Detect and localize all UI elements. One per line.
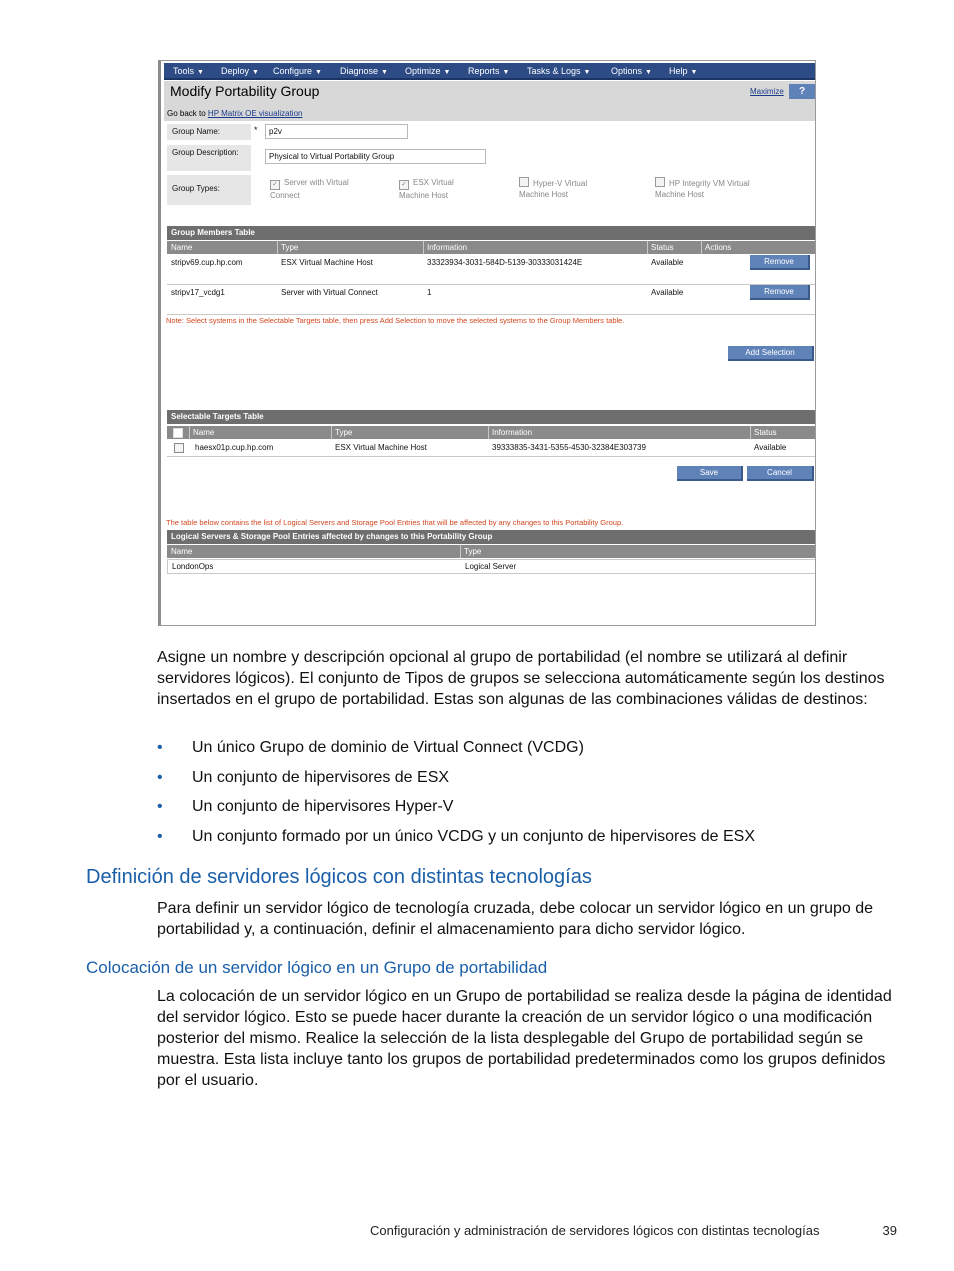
table-row (167, 255, 816, 285)
bullet-icon: • (157, 798, 163, 815)
menu-bar (164, 63, 816, 80)
table-row (167, 559, 816, 574)
col-type[interactable]: Type (464, 547, 482, 556)
col-type[interactable]: Type (281, 243, 299, 252)
col-status[interactable]: Status (651, 243, 674, 252)
group-type-line: Connect (270, 191, 300, 200)
members-table-title: Group Members Table (167, 226, 816, 240)
go-back-link[interactable]: HP Matrix OE visualization (207, 109, 303, 118)
menu-configure[interactable]: Configure ▼ (273, 66, 322, 76)
member-name: stripv69.cup.hp.com (171, 258, 243, 267)
list-item-text: Un único Grupo de dominio de Virtual Connect (VCDG) (192, 739, 584, 756)
group-type-line: Server with Virtual (284, 178, 349, 187)
col-name[interactable]: Name (171, 547, 193, 556)
member-status: Available (651, 258, 684, 267)
table-row (167, 440, 816, 457)
note-add-selection: Note: Select systems in the Selectable Targets table, then press Add Selection to move the selected systems to the Group Members table. (166, 316, 625, 325)
go-back-line (167, 109, 302, 118)
intro-paragraph: Asigne un nombre y descripción opcional al grupo de portabilidad (el nombre se utilizará al definir servidores lógicos). El conjunto de Tipos de grupos se selecciona automáticamente según los destinos insertados en el grupo de portabilidad. Estas son algunas de las combinaciones válidas de destinos: (157, 649, 885, 708)
affected-name: LondonOps (172, 562, 214, 571)
group-type-integrity-vm (655, 177, 750, 200)
group-name-label: Group Name: (167, 124, 251, 140)
go-back-prefix: Go back to (167, 109, 206, 118)
affected-table-header (167, 545, 816, 558)
checkbox-hyperv[interactable] (519, 177, 529, 187)
group-description-input[interactable]: Physical to Virtual Portability Group (265, 149, 486, 164)
target-type: ESX Virtual Machine Host (335, 443, 427, 452)
bullet-icon: • (157, 768, 163, 786)
list-item-text: Un conjunto de hipervisores Hyper-V (192, 798, 454, 815)
cancel-button[interactable]: Cancel (747, 466, 814, 481)
menu-diagnose[interactable]: Diagnose ▼ (340, 66, 388, 76)
list-item (157, 737, 897, 767)
group-type-line: ESX Virtual (413, 178, 454, 187)
form-area (164, 121, 816, 223)
maximize-link[interactable]: Maximize (750, 87, 784, 96)
section-heading: Definición de servidores lógicos con distintas tecnologías (86, 866, 592, 888)
page-number: 39 (882, 1223, 897, 1238)
col-name[interactable]: Name (193, 428, 215, 437)
list-item (157, 767, 897, 797)
group-type-line: HP Integrity VM Virtual (669, 179, 750, 188)
menu-tasks-logs[interactable]: Tasks & Logs ▼ (527, 66, 591, 76)
checkbox-esx[interactable]: ✓ (399, 180, 409, 190)
menu-reports[interactable]: Reports ▼ (468, 66, 510, 76)
list-item-text: Un conjunto de hipervisores de ESX (192, 768, 450, 786)
checkbox-server-vc[interactable]: ✓ (270, 180, 280, 190)
col-information[interactable]: Information (492, 428, 533, 437)
group-type-line: Hyper-V Virtual (533, 179, 588, 188)
member-name: stripv17_vcdg1 (171, 288, 225, 297)
group-type-line: Machine Host (399, 191, 448, 200)
group-type-hyperv (519, 177, 587, 200)
member-type: ESX Virtual Machine Host (281, 258, 373, 267)
col-information[interactable]: Information (427, 243, 468, 252)
targets-table-header (167, 426, 816, 439)
note-affected-entries: The table below contains the list of Logical Servers and Storage Pool Entries that will be affected by any changes to this Portability Group. (166, 518, 624, 527)
members-table-header (167, 241, 816, 254)
group-type-server-vc (270, 177, 349, 201)
menu-deploy[interactable]: Deploy ▼ (221, 66, 259, 76)
group-type-line: Machine Host (655, 190, 704, 199)
required-mark: * (254, 125, 258, 135)
bullet-icon: • (157, 739, 163, 756)
group-description-label: Group Description: (167, 145, 251, 171)
save-button[interactable]: Save (677, 466, 743, 481)
add-selection-button[interactable]: Add Selection (728, 346, 814, 361)
subsection-paragraph: La colocación de un servidor lógico en un Grupo de portabilidad se realiza desde la página de identidad del servidor lógico. Esto se puede hacer durante la creación de un servidor lógico o una modificación posterior del mismo. Realice la selección de la lista desplegable del Grupo de portabilidad según se muestra. Esta lista incluye tanto los grupos de portabilidad predeterminados como los grupos definidos por el usuario. (157, 988, 892, 1089)
menu-tools[interactable]: Tools ▼ (173, 66, 204, 76)
affected-table-title: Logical Servers & Storage Pool Entries affected by changes to this Portability Group (167, 530, 816, 544)
menu-help[interactable]: Help ▼ (669, 66, 698, 76)
select-all-checkbox[interactable] (173, 428, 183, 438)
list-item-text: Un conjunto formado por un único VCDG y un conjunto de hipervisores de ESX (192, 827, 755, 845)
table-row (167, 285, 816, 315)
list-item (157, 796, 897, 826)
target-info: 39333835-3431-5355-4530-32384E303739 (492, 443, 646, 452)
checkbox-integrity-vm[interactable] (655, 177, 665, 187)
member-status: Available (651, 288, 684, 297)
col-status[interactable]: Status (754, 428, 777, 437)
target-status: Available (754, 443, 787, 452)
menu-optimize[interactable]: Optimize ▼ (405, 66, 451, 76)
col-name[interactable]: Name (171, 243, 193, 252)
menu-options[interactable]: Options ▼ (611, 66, 652, 76)
footer-title: Configuración y administración de servidores lógicos con distintas tecnologías (370, 1223, 820, 1238)
affected-type: Logical Server (465, 562, 517, 571)
targets-table-title: Selectable Targets Table (167, 410, 816, 424)
group-type-line: Machine Host (519, 190, 568, 199)
destination-combinations-list (157, 737, 897, 855)
group-type-esx (399, 177, 454, 201)
help-button[interactable]: ? (789, 84, 815, 99)
row-checkbox[interactable] (174, 443, 184, 453)
bullet-icon: • (157, 827, 163, 845)
col-type[interactable]: Type (335, 428, 353, 437)
page-title: Modify Portability Group (170, 83, 320, 99)
member-info: 33323934-3031-584D-5139-30333031424E (427, 258, 583, 267)
section-paragraph: Para definir un servidor lógico de tecnología cruzada, debe colocar un servidor lógico en un grupo de portabilidad y, a continuación, definir el almacenamiento para dicho servidor lógico. (157, 900, 873, 938)
subsection-heading: Colocación de un servidor lógico en un Grupo de portabilidad (86, 958, 548, 977)
member-type: Server with Virtual Connect (281, 288, 378, 297)
remove-button[interactable]: Remove (750, 285, 810, 300)
group-types-label: Group Types: (167, 175, 251, 205)
portability-group-screenshot (158, 60, 816, 626)
col-actions: Actions (705, 243, 732, 252)
remove-button[interactable]: Remove (750, 255, 810, 270)
member-info: 1 (427, 288, 432, 297)
list-item (157, 826, 897, 856)
target-name: haesx01p.cup.hp.com (195, 443, 274, 452)
group-name-input[interactable]: p2v (265, 124, 408, 139)
